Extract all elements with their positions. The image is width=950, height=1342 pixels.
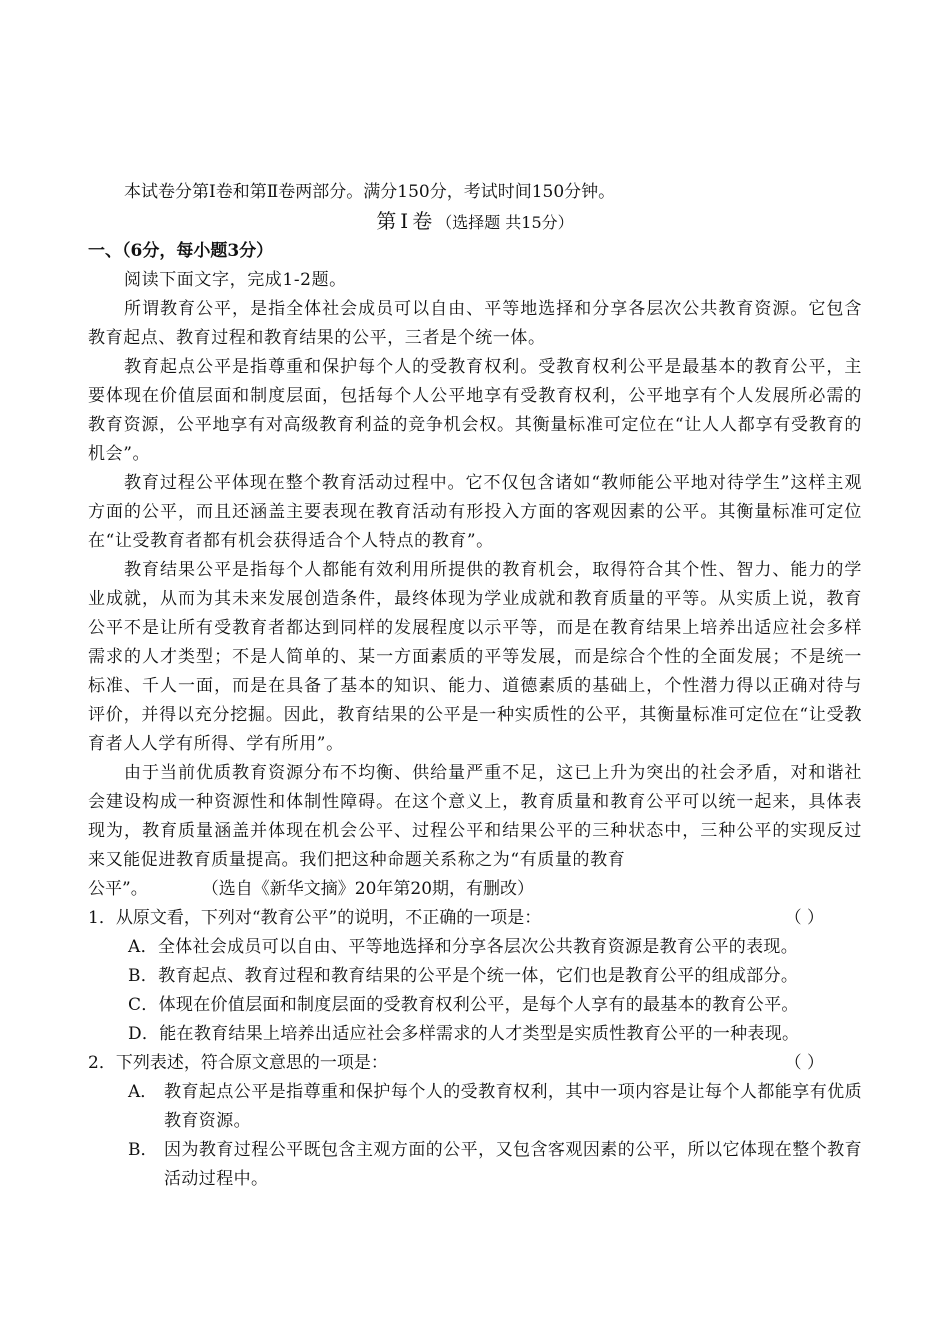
- option-label: B．: [128, 1140, 158, 1160]
- option-label: A．: [128, 937, 158, 957]
- option-label: B．: [128, 966, 159, 986]
- option-text: 教育起点、教育过程和教育结果的公平是个统一体，它们也是教育公平的组成部分。: [158, 966, 799, 986]
- question-stem: 2．下列表述，符合原文意思的一项是：: [88, 1053, 388, 1073]
- option-text: 教育起点公平是指尊重和保护每个人的受教育权利，其中一项内容是让每个人都能享有优质教育资源。: [164, 1082, 862, 1131]
- passage-paragraph: 教育起点公平是指尊重和保护每个人的受教育权利。受教育权利公平是最基本的教育公平，主要体现在价值层面和制度层面，包括每个人公平地享有受教育权利，公平地享有个人发展所必需的教育资源，公平地享有对高级教育利益的竞争机会权。其衡量标准可定位在“让人人都享有受教育的机会”。: [88, 357, 862, 464]
- option-label: D．: [128, 1024, 160, 1044]
- section-title-main: 第Ⅰ卷: [376, 209, 437, 233]
- exam-intro: 本试卷分第Ⅰ卷和第Ⅱ卷两部分。满分150分，考试时间150分钟。: [124, 182, 616, 202]
- question-stem: 1．从原文看，下列对“教育公平”的说明，不正确的一项是：: [88, 908, 542, 928]
- passage-last-line: [88, 875, 862, 904]
- question-1: [88, 904, 862, 933]
- answer-blank: （ ）: [784, 908, 824, 928]
- passage-source: （选自《新华文摘》20年第20期，有删改）: [201, 879, 535, 899]
- option-text: 因为教育过程公平既包含主观方面的公平，又包含客观因素的公平，所以它体现在整个教育活动过程中。: [164, 1140, 862, 1189]
- option-b: [88, 962, 862, 991]
- section-title-sub: （选择题 共15分）: [436, 213, 574, 232]
- reading-instruction: 阅读下面文字，完成1-2题。: [124, 270, 347, 290]
- option-c: [88, 991, 862, 1020]
- passage-paragraph: 教育过程公平体现在整个教育活动过程中。它不仅包含诸如“教师能公平地对待学生”这样主观方面的公平，而且还涵盖主要表现在教育活动有形投入方面的客观因素的公平。其衡量标准可定位在“让受教育者都有机会获得适合个人特点的教育”。: [88, 473, 862, 551]
- option-label: C．: [128, 995, 159, 1015]
- section-title: [88, 207, 862, 237]
- option-b: [88, 1136, 862, 1194]
- passage-last-text: 公平”。: [88, 879, 148, 899]
- question-2: [88, 1049, 862, 1078]
- passage-paragraph: 所谓教育公平，是指全体社会成员可以自由、平等地选择和分享各层次公共教育资源。它包含教育起点、教育过程和教育结果的公平，三者是个统一体。: [88, 299, 862, 348]
- passage-paragraph: 由于当前优质教育资源分布不均衡、供给量严重不足，这已上升为突出的社会矛盾，对和谐社会建设构成一种资源性和体制性障碍。在这个意义上，教育质量和教育公平可以统一起来，具体表现为，教育质量涵盖并体现在机会公平、过程公平和结果公平的三种状态中，三种公平的实现反过来又能促进教育质量提高。我们把这种命题关系称之为“有质量的教育: [88, 763, 862, 870]
- option-a: [88, 1078, 862, 1136]
- passage-paragraph: 教育结果公平是指每个人都能有效利用所提供的教育机会，取得符合其个性、智力、能力的学业成就，从而为其未来发展创造条件，最终体现为学业成就和教育质量的平等。从实质上说，教育公平不是让所有受教育者都达到同样的发展程度以示平等，而是在教育结果上培养出适应社会多样需求的人才类型；不是人简单的、某一方面素质的平等发展，而是综合个性的全面发展；不是统一标准、千人一面，而是在具备了基本的知识、能力、道德素质的基础上，个性潜力得以正确对待与评价，并得以充分挖掘。因此，教育结果的公平是一种实质性的公平，其衡量标准可定位在“让受教育者人人学有所得、学有所用”。: [88, 560, 862, 754]
- option-d: [88, 1020, 862, 1049]
- option-a: [88, 933, 862, 962]
- option-text: 全体社会成员可以自由、平等地选择和分享各层次公共教育资源是教育公平的表现。: [157, 937, 798, 957]
- answer-blank: （ ）: [784, 1053, 824, 1073]
- exam-page: [88, 178, 862, 1194]
- option-text: 能在教育结果上培养出适应社会多样需求的人才类型是实质性教育公平的一种表现。: [159, 1024, 800, 1044]
- option-text: 体现在价值层面和制度层面的受教育权利公平，是每个人享有的最基本的教育公平。: [158, 995, 799, 1015]
- option-label: A．: [128, 1082, 158, 1102]
- part-heading: 一、（6分，每小题3分）: [88, 241, 274, 261]
